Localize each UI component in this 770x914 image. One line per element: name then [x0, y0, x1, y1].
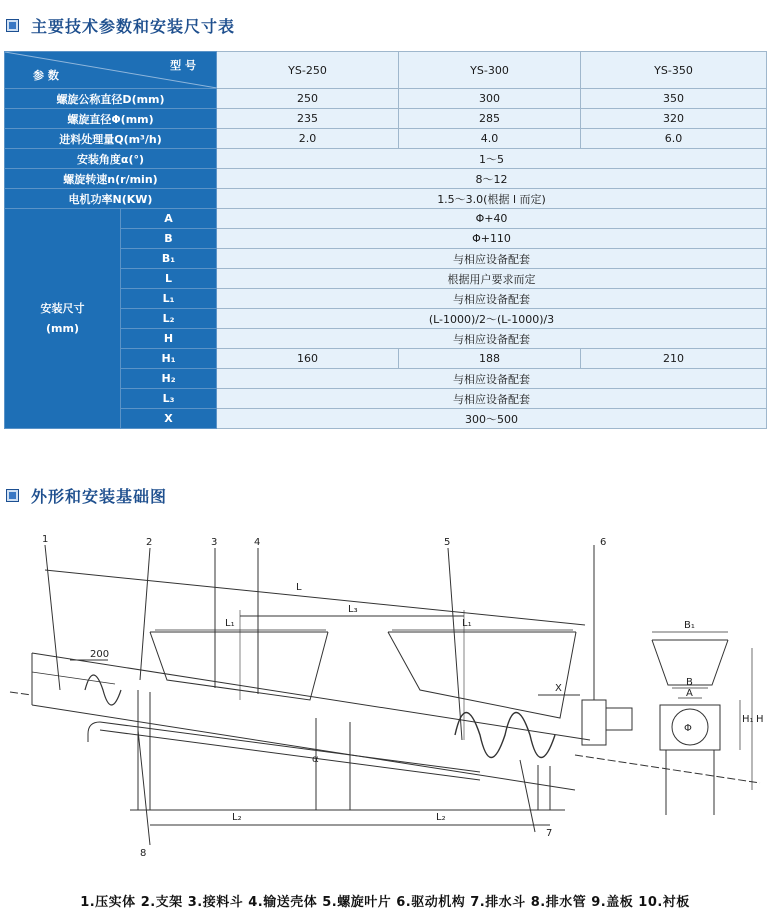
dim-label: X	[121, 409, 217, 429]
dim-line-L	[45, 570, 585, 625]
cell: (L-1000)/2～(L-1000)/3	[217, 309, 767, 329]
dim-label-L1: L₁	[225, 618, 235, 629]
dim-label: L₃	[121, 389, 217, 409]
dim-label: H₁	[121, 349, 217, 369]
drive-gearbox	[606, 708, 632, 730]
cell: 6.0	[581, 129, 767, 149]
callout-label: 7	[546, 828, 553, 839]
dim-label: B₁	[121, 249, 217, 269]
callout-label: 5	[444, 537, 451, 548]
drain-hopper	[388, 632, 576, 718]
row-label: 进料处理量Q(m³/h)	[5, 129, 217, 149]
row-label: 电机功率N(KW)	[5, 189, 217, 209]
table-row	[5, 109, 767, 129]
table-row	[5, 189, 767, 209]
dim-label: L	[121, 269, 217, 289]
drain-pipe	[100, 722, 480, 772]
cell: Φ+40	[217, 209, 767, 229]
corner-label-param: 参 数	[33, 69, 59, 82]
dim-label: B	[121, 229, 217, 249]
cell: 1.5～3.0(根据 l 而定)	[217, 189, 767, 209]
cell: Φ+110	[217, 229, 767, 249]
row-label: 螺旋转速n(r/min)	[5, 169, 217, 189]
cell: 1～5	[217, 149, 767, 169]
section-title-text: 外形和安装基础图	[31, 487, 168, 506]
leader-line	[140, 548, 150, 680]
install-label-line2: (mm)	[46, 321, 79, 335]
callout-label: 2	[146, 537, 153, 548]
dim-label-X: X	[555, 683, 562, 694]
callout-label: 8	[140, 848, 147, 859]
dim-label-L2: L₂	[436, 812, 446, 823]
tube-bottom-edge	[32, 705, 575, 790]
table-row	[5, 89, 767, 109]
cell: 320	[581, 109, 767, 129]
model-header: YS-250	[217, 52, 399, 89]
dim-label: H	[121, 329, 217, 349]
table-row	[5, 209, 767, 229]
tube-inner-line	[32, 672, 115, 684]
row-label: 螺旋直径Φ(mm)	[5, 109, 217, 129]
dim-label-L1: L₁	[462, 618, 472, 629]
cell: 285	[399, 109, 581, 129]
dim-label-phi: Φ	[684, 723, 692, 734]
cell: 与相应设备配套	[217, 369, 767, 389]
angle-label: α	[312, 754, 319, 765]
cell: 250	[217, 89, 399, 109]
dim-label-L: L	[296, 582, 302, 593]
dim-label-H1: H₁	[742, 714, 754, 725]
cell: 210	[581, 349, 767, 369]
section-title-specs	[6, 14, 235, 37]
table-row	[5, 169, 767, 189]
spiral-blade	[455, 713, 555, 758]
cell: 300	[399, 89, 581, 109]
cell: 与相应设备配套	[217, 289, 767, 309]
callout-label: 3	[211, 537, 218, 548]
cell: 188	[399, 349, 581, 369]
cell: 350	[581, 89, 767, 109]
dim-label-B1: B₁	[684, 620, 695, 631]
callout-label: 1	[42, 534, 49, 545]
table-row	[5, 149, 767, 169]
dim-label-H: H	[756, 714, 764, 725]
callout-label: 4	[254, 537, 261, 548]
cell: 160	[217, 349, 399, 369]
leader-line	[45, 545, 60, 690]
dim-label-A: A	[686, 688, 693, 699]
drive-motor	[582, 700, 606, 745]
row-label: 螺旋公称直径D(mm)	[5, 89, 217, 109]
spec-table	[4, 51, 767, 429]
cell: 8～12	[217, 169, 767, 189]
drain-pipe-bend	[88, 722, 100, 742]
installation-drawing	[0, 520, 770, 880]
dim-label-L3: L₃	[348, 604, 358, 615]
dim-label: H₂	[121, 369, 217, 389]
leader-line	[138, 730, 150, 845]
dim-label-200: 200	[90, 649, 110, 660]
table-header-row	[5, 52, 767, 89]
parts-legend: 1.压实体 2.支架 3.接料斗 4.输送壳体 5.螺旋叶片 6.驱动机构 7.排水斗 8.排水管 9.盖板 10.衬板	[80, 895, 690, 910]
cell: 与相应设备配套	[217, 389, 767, 409]
dim-label-L2: L₂	[232, 812, 242, 823]
header-corner-cell	[5, 52, 217, 89]
model-header: YS-300	[399, 52, 581, 89]
corner-label-model: 型 号	[170, 59, 196, 72]
spiral-blade	[85, 675, 121, 705]
install-label-line1: 安装尺寸	[40, 301, 85, 315]
row-label: 安装角度α(°)	[5, 149, 217, 169]
cell: 300～500	[217, 409, 767, 429]
receiving-hopper	[150, 632, 328, 700]
section-title-drawing	[6, 484, 167, 507]
dim-label: L₂	[121, 309, 217, 329]
axis-line	[575, 755, 760, 783]
section-bullet-icon	[6, 489, 19, 502]
callout-label: 6	[600, 537, 607, 548]
cell: 4.0	[399, 129, 581, 149]
leader-line	[448, 548, 462, 740]
cell: 2.0	[217, 129, 399, 149]
dim-label: L₁	[121, 289, 217, 309]
cell: 235	[217, 109, 399, 129]
cell: 根据用户要求而定	[217, 269, 767, 289]
leader-line	[520, 760, 535, 832]
section-bullet-icon	[6, 19, 19, 32]
table-row	[5, 129, 767, 149]
dim-label: A	[121, 209, 217, 229]
axis-line	[10, 692, 32, 695]
install-dims-label	[5, 209, 121, 429]
section-title-text: 主要技术参数和安装尺寸表	[31, 17, 236, 36]
dim-label-B: B	[686, 677, 693, 688]
cell: 与相应设备配套	[217, 249, 767, 269]
cell: 与相应设备配套	[217, 329, 767, 349]
model-header: YS-350	[581, 52, 767, 89]
drain-pipe	[100, 730, 480, 780]
